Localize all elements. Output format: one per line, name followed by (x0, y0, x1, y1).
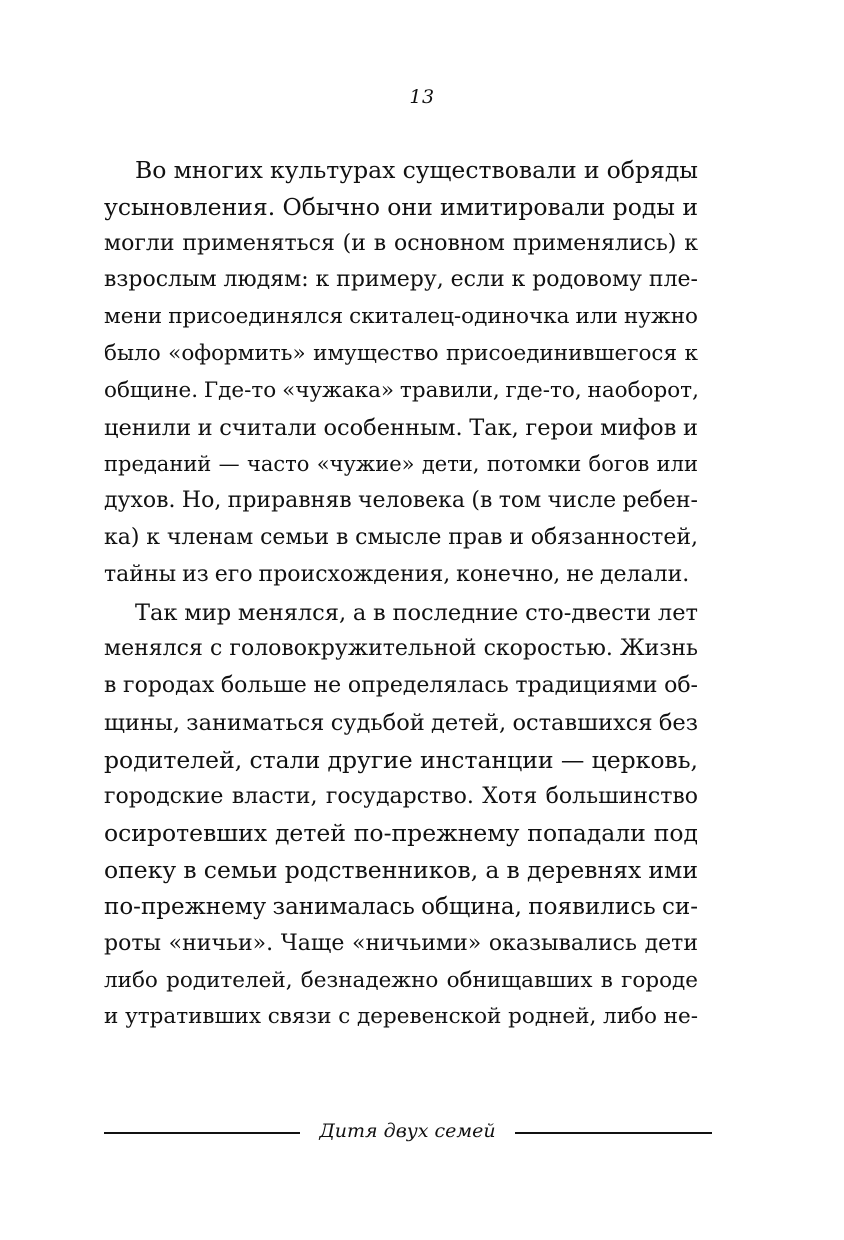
text-line: Так мир менялся, а в последние сто-двести лет (135, 599, 698, 626)
paragraph-2 (104, 595, 698, 1037)
text-line: опеку в семьи родственников, а в деревнях ими (104, 856, 698, 885)
text-line: ка) к членам семьи в смысле прав и обязанностей, (104, 524, 698, 550)
footer-book-title: Дитя двух семей (319, 1120, 496, 1142)
paragraph-1 (104, 152, 698, 594)
text-line: щины, заниматься судьбой детей, оставшихся без (104, 709, 698, 736)
footer-rule-left (104, 1132, 300, 1134)
footer-rule-right (515, 1132, 712, 1134)
text-line: менялся с головокружительной скоростью. Жизнь (104, 636, 698, 662)
text-line: тайны из его происхождения, конечно, не делали. (104, 561, 690, 587)
text-line: преданий — часто «чужие» дети, потомки богов или (104, 452, 698, 477)
text-line: духов. Но, приравняв человека (в том числе ребен- (104, 488, 698, 514)
text-line: роты «ничьи». Чаще «ничьими» оказывались дети (104, 930, 698, 956)
body-text (104, 152, 698, 1037)
text-line: ценили и считали особенным. Так, герои мифов и (104, 414, 698, 441)
page-number: 13 (409, 86, 435, 108)
text-line: общине. Где-то «чужака» травили, где-то, наоборот, (104, 377, 699, 403)
text-line: родителей, стали другие инстанции — церковь, (104, 745, 698, 774)
text-line: и утративших связи с деревенской родней, либо не- (104, 1004, 698, 1030)
text-line: в городах больше не определялась традициями об- (104, 673, 698, 699)
text-line: взрослым людям: к примеру, если к родовому пле- (104, 267, 698, 293)
text-line: могли применяться (и в основном применялись) к (104, 230, 698, 256)
text-line: либо родителей, безнадежно обнищавших в городе (104, 967, 698, 993)
text-line: Во многих культурах существовали и обряды (135, 156, 698, 184)
text-line: по-прежнему занималась община, появились си- (104, 893, 698, 920)
text-line: мени присоединялся скиталец-одиночка или нужно (104, 304, 698, 330)
running-footer (104, 1116, 712, 1148)
text-line: городские власти, государство. Хотя большинство (104, 783, 698, 809)
text-line: усыновления. Обычно они имитировали роды и (104, 192, 698, 221)
text-line: было «оформить» имущество присоединившегося к (104, 340, 698, 366)
text-line: осиротевших детей по-прежнему попадали под (104, 819, 698, 848)
